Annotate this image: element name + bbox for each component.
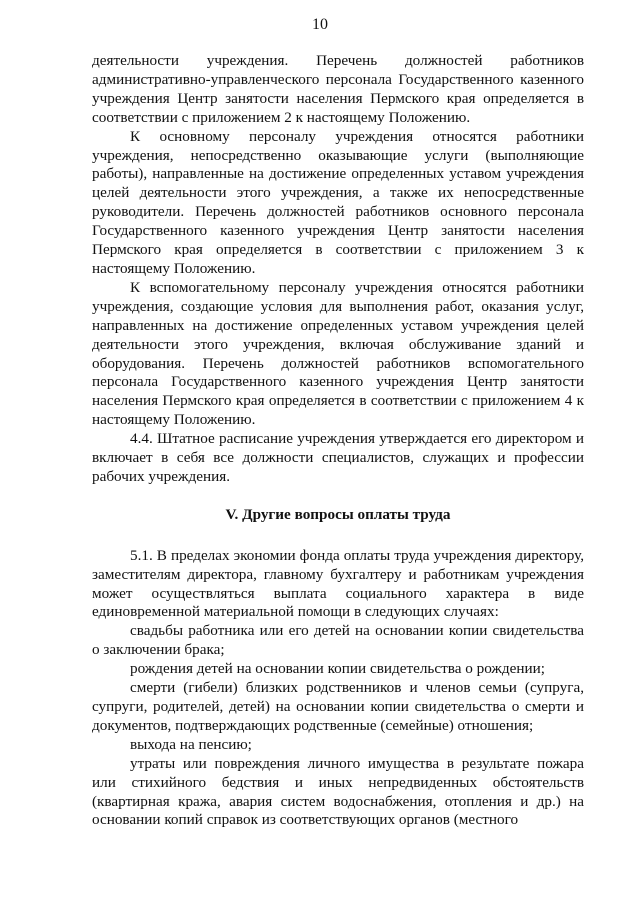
list-item: утраты или повреждения личного имущества в результате пожара или стихийного бедствия и иных непредвиденных обстоятельств (квартирная кража, авария систем водоснабжения, отопления и др.) на основании копий справок из соответствующих органов (местного bbox=[92, 754, 584, 829]
list-item: свадьбы работника или его детей на основании копии свидетельства о заключении брака; bbox=[92, 622, 584, 659]
paragraph: К вспомогательному персоналу учреждения относятся работники учреждения, создающие условия для выполнения работ, оказания услуг, направленных на достижение определенных уставом учреждения целей деятельности этого учреждения, включая обслуживание зданий и оборудования. Перечень должностей работников вспомогательного персонала Государственного казенного учреждения Центр занятости населения Пермского края определяется в соответствии с приложением 4 к настоящему Положению. bbox=[92, 278, 584, 429]
list-item: смерти (гибели) близких родственников и членов семьи (супруга, супруги, родителей, детей) на основании копии свидетельства о смерти и документов, подтверждающих родственные (семейные) отношения; bbox=[92, 679, 584, 734]
paragraph: деятельности учреждения. Перечень должностей работников административно-управленческого персонала Государственного казенного учреждения Центр занятости населения Пермского края определяется в соответствии с приложением 2 к настоящему Положению. bbox=[92, 52, 584, 126]
paragraph: К основному персоналу учреждения относятся работники учреждения, непосредственно оказывающие услуги (выполняющие работы), направленные на достижение определенных уставом учреждения целей деятельности этого учреждения, а также их непосредственные руководители. Перечень должностей работников основного персонала Государственного казенного учреждения Центр занятости населения Пермского края определяется в соответствии с приложением 3 к настоящему Положению. bbox=[92, 127, 584, 277]
paragraph: 4.4. Штатное расписание учреждения утверждается его директором и включает в себя все должности специалистов, служащих и профессии рабочих учреждения. bbox=[92, 430, 584, 485]
paragraph: 5.1. В пределах экономии фонда оплаты труда учреждения директору, заместителям директора, главному бухгалтеру и работникам учреждения может осуществляться выплата социального характера в виде единовременной материальной помощи в следующих случаях: bbox=[92, 546, 584, 621]
section-heading: V. Другие вопросы оплаты труда bbox=[225, 505, 451, 523]
page-number: 10 bbox=[312, 16, 328, 33]
list-item: выхода на пенсию; bbox=[130, 735, 252, 753]
document-body bbox=[92, 52, 584, 830]
list-item: рождения детей на основании копии свидетельства о рождении; bbox=[130, 660, 545, 678]
